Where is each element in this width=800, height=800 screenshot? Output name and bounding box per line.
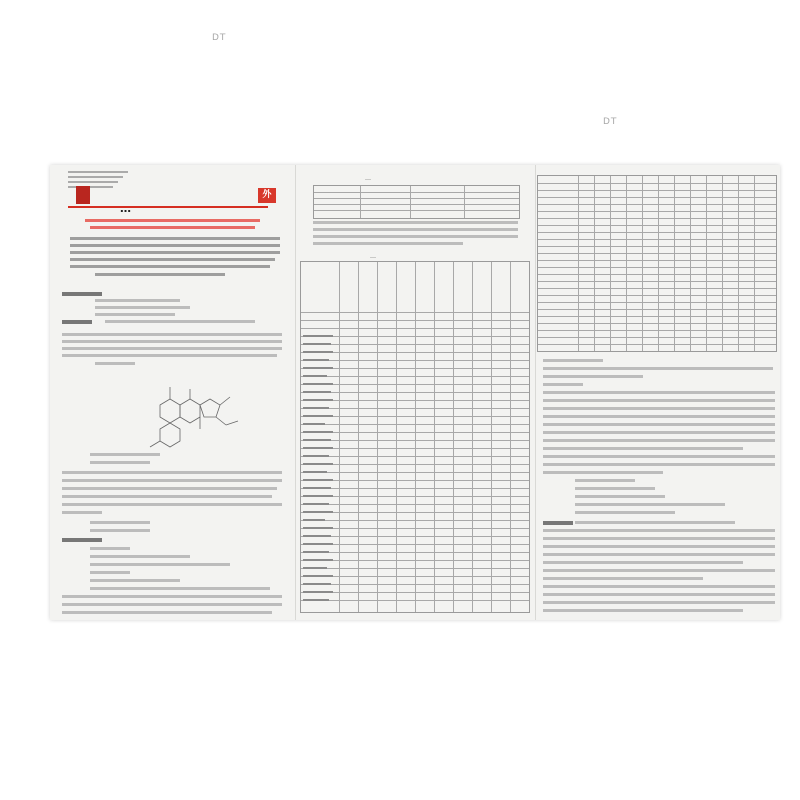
body-text (543, 553, 775, 556)
row-label (303, 335, 333, 337)
body-text (543, 593, 775, 596)
row-label (303, 407, 329, 409)
composition-text (62, 333, 282, 336)
row-label (303, 583, 331, 585)
row-label (303, 559, 333, 561)
intro-text (70, 237, 280, 240)
spec-line (90, 521, 150, 524)
body-text (575, 521, 735, 524)
body-text (543, 367, 773, 370)
formula-line (90, 453, 160, 456)
body-text (575, 487, 655, 490)
row-label (303, 567, 327, 569)
row-label (303, 415, 333, 417)
section-heading (62, 320, 92, 324)
row-label (303, 543, 333, 545)
watermark-right: DT (603, 117, 618, 127)
name-line (95, 299, 180, 302)
adverse-events-table (313, 185, 520, 219)
row-label (303, 503, 329, 505)
row-label (303, 535, 331, 537)
row-label (303, 383, 333, 385)
body-text (543, 455, 775, 458)
intro-text (70, 244, 280, 247)
row-label (303, 527, 333, 529)
trial-text (313, 221, 518, 224)
row-label (303, 351, 333, 353)
warning-line (90, 226, 255, 229)
row-label (303, 479, 333, 481)
row-label (303, 455, 329, 457)
row-label (303, 343, 331, 345)
name-line (95, 306, 190, 309)
description-text (62, 487, 277, 490)
description-text (62, 511, 102, 514)
body-text (543, 423, 775, 426)
description-text (62, 503, 282, 506)
body-text (543, 577, 703, 580)
intro-text (70, 258, 275, 261)
row-label (303, 367, 333, 369)
usage-text (62, 603, 282, 606)
spec-line (90, 529, 150, 532)
usage-text (90, 563, 230, 566)
panel-middle (295, 165, 536, 620)
row-label (303, 391, 331, 393)
intro-text (70, 251, 280, 254)
body-text (575, 479, 635, 482)
section-heading (62, 538, 102, 542)
leaflet-title: … (120, 202, 131, 215)
body-text (543, 439, 775, 442)
row-label (303, 495, 333, 497)
usage-text (62, 611, 272, 614)
body-text (543, 415, 775, 418)
row-label (303, 431, 333, 433)
formula-line (90, 461, 150, 464)
small-print (68, 176, 123, 178)
body-text (575, 503, 725, 506)
row-label (303, 599, 329, 601)
body-text (575, 511, 675, 514)
row-label (303, 463, 333, 465)
company-logo-icon (76, 186, 90, 204)
intro-text (95, 273, 225, 276)
small-print (68, 181, 118, 183)
table-title: … (365, 175, 371, 182)
trial-text (313, 235, 518, 238)
row-label (303, 551, 329, 553)
row-label (303, 591, 333, 593)
body-text (543, 447, 743, 450)
body-text (543, 585, 775, 588)
composition-text (62, 347, 282, 350)
row-label (303, 359, 329, 361)
warning-line (85, 219, 260, 222)
row-label (303, 471, 327, 473)
efficacy-grid-table (300, 261, 530, 613)
row-label (303, 439, 331, 441)
body-text (543, 545, 775, 548)
body-text (543, 463, 775, 466)
lab-values-table (537, 175, 777, 352)
row-label (303, 511, 333, 513)
trial-text (313, 228, 518, 231)
body-text (543, 359, 603, 362)
description-text (62, 495, 272, 498)
composition-text (62, 340, 282, 343)
row-label (303, 519, 325, 521)
body-text (543, 407, 775, 410)
body-text (575, 495, 665, 498)
usage-text (90, 547, 130, 550)
row-label (303, 487, 331, 489)
chemical-structure-icon (130, 375, 250, 455)
panel-left (50, 165, 296, 620)
intro-text (70, 265, 270, 268)
small-print (68, 186, 113, 188)
row-label (303, 423, 325, 425)
section-heading (62, 292, 102, 296)
name-line (95, 313, 175, 316)
body-text (543, 391, 775, 394)
body-text (543, 431, 775, 434)
header-rule (68, 206, 268, 208)
usage-text (90, 579, 180, 582)
body-text (543, 375, 643, 378)
usage-text (62, 595, 282, 598)
row-label (303, 375, 327, 377)
description-text (62, 479, 282, 482)
usage-text (90, 571, 130, 574)
section-heading (543, 521, 573, 525)
description-text (62, 471, 282, 474)
panel-right (535, 165, 780, 620)
row-label (303, 399, 333, 401)
row-label (303, 575, 333, 577)
small-print (68, 171, 128, 173)
body-text (543, 569, 775, 572)
composition-text (62, 354, 277, 357)
body-text (543, 537, 775, 540)
body-text (543, 471, 663, 474)
row-label (303, 447, 333, 449)
package-insert-sheet (50, 165, 780, 620)
watermark-top: DT (212, 33, 227, 43)
table-title: … (370, 253, 376, 260)
trial-text (313, 242, 463, 245)
usage-text (90, 587, 270, 590)
usage-text (90, 555, 190, 558)
body-text (543, 383, 583, 386)
body-text (543, 609, 743, 612)
body-text (543, 561, 743, 564)
composition-text (105, 320, 255, 323)
body-text (543, 399, 775, 402)
external-use-pictogram-icon: 外 (258, 188, 276, 203)
body-text (543, 529, 775, 532)
body-text (543, 601, 775, 604)
composition-text (95, 362, 135, 365)
